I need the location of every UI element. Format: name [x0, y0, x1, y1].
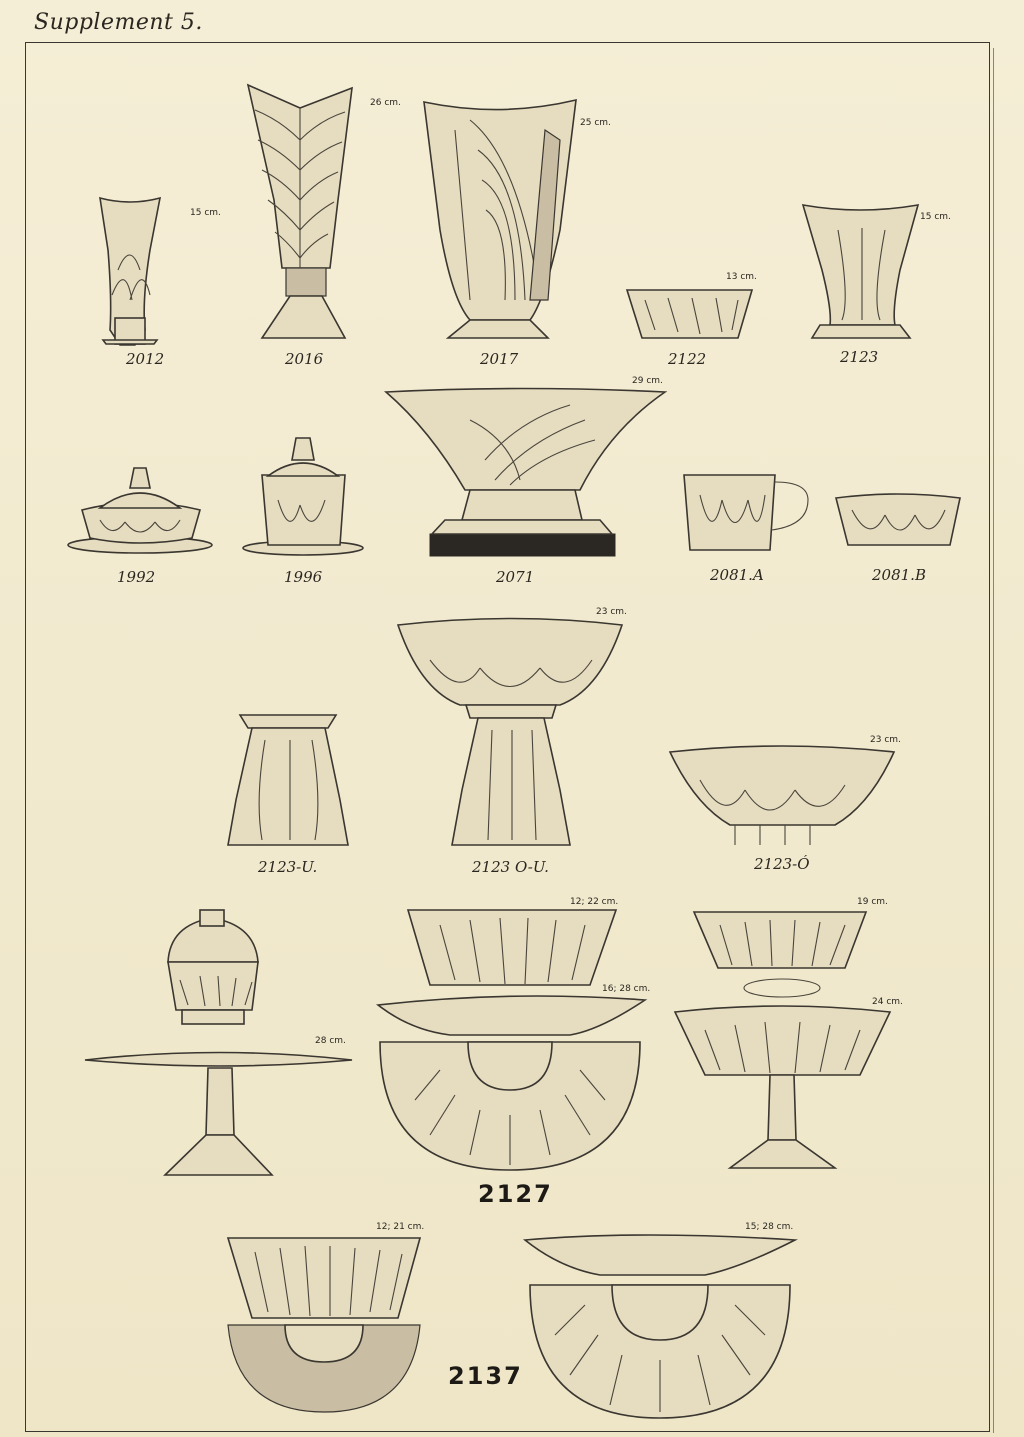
item-label-2123: 2123 [840, 348, 879, 366]
size-2127-small-bowl: 19 cm. [857, 897, 888, 907]
item-label-2017: 2017 [480, 350, 519, 368]
item-size-2123o: 23 cm. [870, 735, 901, 745]
item-size-2016: 26 cm. [370, 98, 401, 108]
jar-1996-illustration [243, 438, 363, 555]
size-2137-bowl: 12; 21 cm. [376, 1222, 425, 1232]
bowl-2137-illustration [228, 1238, 420, 1318]
item-label-2123ou: 2123 O-U. [472, 858, 549, 876]
centerpiece-2071-illustration [386, 389, 665, 557]
covered-jar-illustration [168, 910, 258, 1024]
bowl-2081b-illustration [836, 494, 960, 545]
sugar-1992-illustration [68, 468, 212, 553]
item-label-2122: 2122 [668, 350, 707, 368]
bowl-2127-illustration [408, 910, 616, 985]
bowl-2137-top-illustration [228, 1325, 420, 1412]
catalog-number-2127: 2127 [478, 1180, 553, 1208]
item-label-2016: 2016 [285, 350, 324, 368]
item-label-2081a: 2081.A [710, 566, 764, 584]
plate-2137-top-illustration [530, 1285, 790, 1418]
bowl-2123o-illustration [670, 746, 894, 845]
page-title: Supplement 5. [34, 10, 203, 35]
bowl-2122-illustration [627, 290, 752, 338]
item-label-2012: 2012 [126, 350, 165, 368]
creamer-2081a-illustration [684, 475, 808, 550]
plate-2127-side-illustration [378, 996, 645, 1035]
vase-2016-illustration [248, 85, 352, 338]
size-2137-plate: 15; 28 cm. [745, 1222, 794, 1232]
item-label-2071: 2071 [496, 568, 535, 586]
vase-2123-illustration [803, 205, 918, 338]
item-label-2081b: 2081.B [872, 566, 926, 584]
plate-2127-top-illustration [380, 1042, 640, 1170]
size-2127-cake-stand: 28 cm. [315, 1036, 346, 1046]
item-label-2123u: 2123-U. [258, 858, 318, 876]
compote-2127-illustration [675, 1006, 890, 1168]
item-label-1992: 1992 [117, 568, 156, 586]
bowl-2127-small-illustration [694, 912, 866, 997]
item-size-2123ou: 23 cm. [596, 607, 627, 617]
item-size-2017: 25 cm. [580, 118, 611, 128]
size-2127-plate: 16; 28 cm. [602, 984, 651, 994]
item-size-2071: 29 cm. [632, 376, 663, 386]
vase-2017-illustration [424, 100, 576, 338]
item-size-2123: 15 cm. [920, 212, 951, 222]
item-label-2123o: 2123-Ó [754, 855, 810, 873]
size-2127-bowl: 12; 22 cm. [570, 897, 619, 907]
item-label-1996: 1996 [284, 568, 323, 586]
item-size-2012: 15 cm. [190, 208, 221, 218]
plate-2137-side-illustration [525, 1235, 795, 1275]
base-2123u-illustration [228, 715, 348, 845]
stand-2123ou-illustration [398, 619, 622, 846]
cake-stand-2127-illustration [85, 1053, 352, 1176]
item-size-2122: 13 cm. [726, 272, 757, 282]
catalog-number-2137: 2137 [448, 1362, 523, 1390]
vase-2012-illustration [100, 198, 160, 345]
size-2127-compote: 24 cm. [872, 997, 903, 1007]
